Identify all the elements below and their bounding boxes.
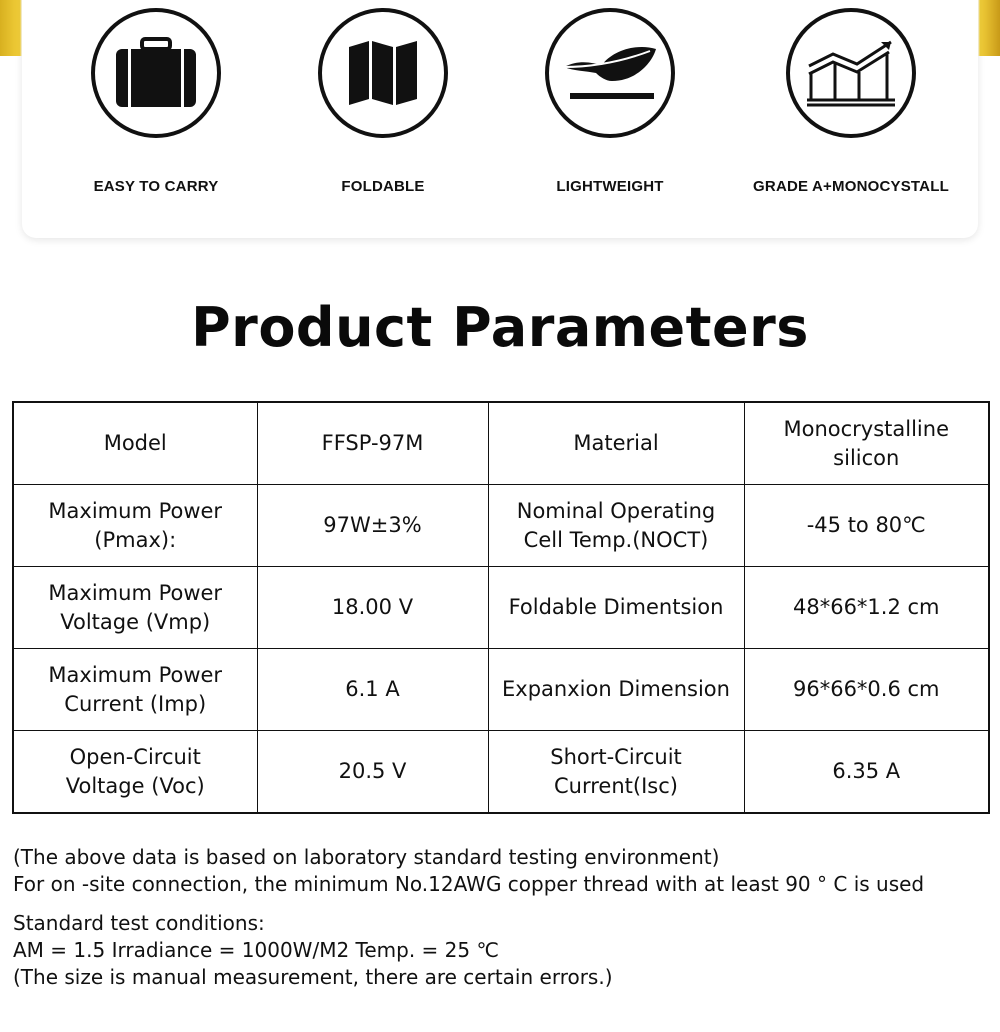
notes-block-conditions [13,910,613,991]
param-label: Maximum Power Current (Imp) [13,649,257,731]
param-label: Nominal Operating Cell Temp.(NOCT) [488,485,744,567]
param-label: Open-Circuit Voltage (Voc) [13,731,257,814]
feature-label: EASY TO CARRY [93,178,219,195]
rising-chart-icon [805,38,897,108]
table-row [13,649,989,731]
param-value: 96*66*0.6 cm [744,649,989,731]
param-label: Short-Circuit Current(Isc) [488,731,744,814]
note-line: For on -site connection, the minimum No.12AWG copper thread with at least 90 ° C is used [13,872,925,896]
param-label: Foldable Dimentsion [488,567,744,649]
table-row [13,402,989,485]
table-row [13,567,989,649]
feature-label: FOLDABLE [341,178,425,195]
param-label: Material [488,402,744,485]
note-line: (The above data is based on laboratory standard testing environment) [13,845,720,869]
note-line: (The size is manual measurement, there are certain errors.) [13,965,613,989]
param-value: -45 to 80℃ [744,485,989,567]
param-value: 18.00 V [257,567,488,649]
param-label: Maximum Power Voltage (Vmp) [13,567,257,649]
feather-icon [560,41,660,105]
feature-label: GRADE A+MONOCYSTALL [753,178,949,195]
feature-label: LIGHTWEIGHT [556,178,664,195]
folded-map-icon [347,41,419,105]
feature-grade-a [736,0,966,218]
features-card [22,0,978,238]
param-value: 6.1 A [257,649,488,731]
feature-circle [545,8,675,138]
param-label: Expanxion Dimension [488,649,744,731]
feature-circle [91,8,221,138]
parameters-table [12,401,990,814]
param-value: 20.5 V [257,731,488,814]
note-line: Standard test conditions: [13,911,265,935]
feature-easy-to-carry [41,0,271,218]
feature-lightweight [495,0,725,218]
feature-foldable [268,0,498,218]
table-row [13,731,989,814]
param-label: Model [13,402,257,485]
feature-circle [318,8,448,138]
param-value: 48*66*1.2 cm [744,567,989,649]
param-value: FFSP-97M [257,402,488,485]
table-row [13,485,989,567]
page-title: Product Parameters [191,296,809,359]
param-value: 97W±3% [257,485,488,567]
suitcase-icon [114,37,198,109]
feature-circle [786,8,916,138]
param-value: 6.35 A [744,731,989,814]
note-line: AM = 1.5 Irradiance = 1000W/M2 Temp. = 25 ℃ [13,938,499,962]
notes-block-testing [13,844,924,898]
param-value: Monocrystalline silicon [744,402,989,485]
param-label: Maximum Power (Pmax): [13,485,257,567]
